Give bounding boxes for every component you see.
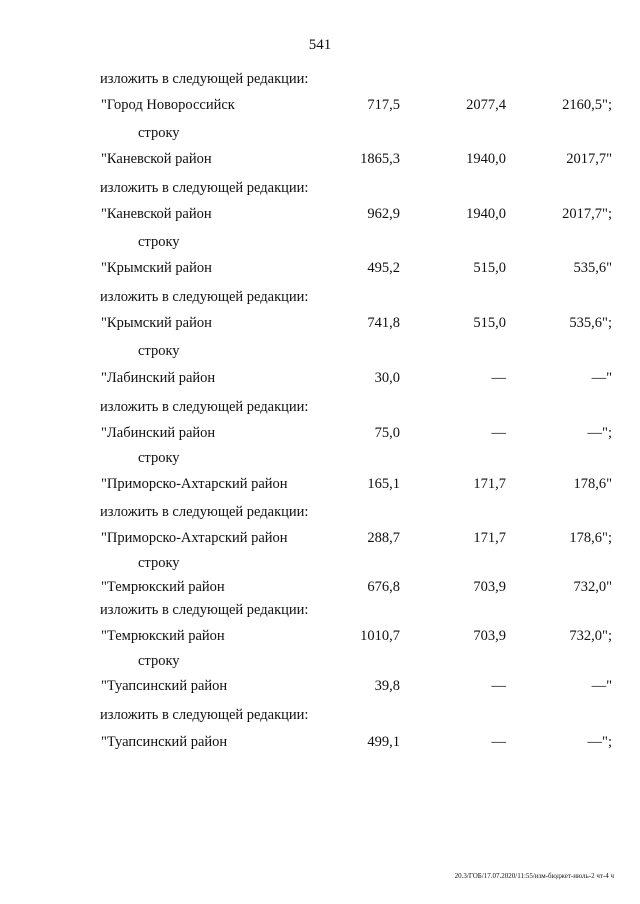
value-col-3: —" [591, 678, 612, 694]
value-col-3: 2017,7"; [562, 206, 612, 222]
value-col-2: 703,9 [473, 628, 506, 644]
table-row [0, 628, 640, 648]
value-col-2: — [491, 734, 506, 750]
stroku-text: строку [138, 234, 180, 250]
value-col-1: 962,9 [367, 206, 400, 222]
row-name: "Лабинский район [101, 370, 216, 386]
instruction-text: изложить в следующей редакции: [100, 602, 309, 618]
table-row [0, 425, 640, 445]
value-col-1: 30,0 [374, 370, 400, 386]
footer-stamp: 20.3/ГОБ/17.07.2020/11:55/изм-бюджет-июль-2 чт-4 ч [454, 872, 614, 880]
instruction-line [0, 399, 640, 419]
instruction-text: изложить в следующей редакции: [100, 180, 309, 196]
instruction-line [0, 71, 640, 91]
value-col-1: 1865,3 [360, 151, 400, 167]
row-name: "Приморско-Ахтарский район [101, 476, 288, 492]
stroku-text: строку [138, 555, 180, 571]
value-col-3: —"; [587, 734, 612, 750]
instruction-line [0, 180, 640, 200]
value-col-2: 171,7 [473, 476, 506, 492]
stroku-text: строку [138, 343, 180, 359]
value-col-1: 495,2 [367, 260, 400, 276]
stroku-text: строку [138, 125, 180, 141]
value-col-3: 178,6" [573, 476, 612, 492]
value-col-2: — [491, 425, 506, 441]
value-col-3: 178,6"; [569, 530, 612, 546]
value-col-2: — [491, 678, 506, 694]
value-col-1: 288,7 [367, 530, 400, 546]
value-col-1: 741,8 [367, 315, 400, 331]
value-col-2: — [491, 370, 506, 386]
instruction-line [0, 504, 640, 524]
row-name: "Каневской район [101, 151, 212, 167]
instruction-line [0, 602, 640, 622]
table-row [0, 734, 640, 754]
value-col-1: 1010,7 [360, 628, 400, 644]
value-col-3: 732,0" [573, 579, 612, 595]
table-row [0, 579, 640, 599]
instruction-line [0, 707, 640, 727]
table-row [0, 206, 640, 226]
stroku-line [0, 450, 640, 470]
row-name: "Город Новороссийск [101, 97, 235, 113]
instruction-line [0, 289, 640, 309]
value-col-3: 2160,5"; [562, 97, 612, 113]
stroku-line [0, 125, 640, 145]
value-col-1: 75,0 [374, 425, 400, 441]
stroku-text: строку [138, 450, 180, 466]
instruction-text: изложить в следующей редакции: [100, 399, 309, 415]
value-col-2: 515,0 [473, 315, 506, 331]
instruction-text: изложить в следующей редакции: [100, 71, 309, 87]
stroku-line [0, 555, 640, 575]
value-col-1: 39,8 [374, 678, 400, 694]
row-name: "Темрюкский район [101, 579, 225, 595]
stroku-line [0, 653, 640, 673]
stroku-line [0, 343, 640, 363]
value-col-3: 2017,7" [566, 151, 612, 167]
value-col-3: —" [591, 370, 612, 386]
row-name: "Темрюкский район [101, 628, 225, 644]
value-col-3: 535,6" [573, 260, 612, 276]
page-number: 541 [308, 37, 332, 53]
table-row [0, 260, 640, 280]
instruction-text: изложить в следующей редакции: [100, 289, 309, 305]
row-name: "Крымский район [101, 315, 212, 331]
value-col-3: —"; [587, 425, 612, 441]
instruction-text: изложить в следующей редакции: [100, 707, 309, 723]
value-col-2: 171,7 [473, 530, 506, 546]
value-col-2: 2077,4 [466, 97, 506, 113]
value-col-1: 717,5 [367, 97, 400, 113]
table-row [0, 315, 640, 335]
table-row [0, 370, 640, 390]
stroku-line [0, 234, 640, 254]
value-col-2: 703,9 [473, 579, 506, 595]
value-col-1: 676,8 [367, 579, 400, 595]
table-row [0, 151, 640, 171]
table-row [0, 476, 640, 496]
table-row [0, 678, 640, 698]
row-name: "Туапсинский район [101, 678, 228, 694]
value-col-1: 165,1 [367, 476, 400, 492]
instruction-text: изложить в следующей редакции: [100, 504, 309, 520]
value-col-2: 1940,0 [466, 206, 506, 222]
row-name: "Туапсинский район [101, 734, 228, 750]
stroku-text: строку [138, 653, 180, 669]
value-col-3: 535,6"; [569, 315, 612, 331]
value-col-3: 732,0"; [569, 628, 612, 644]
row-name: "Лабинский район [101, 425, 216, 441]
table-row [0, 97, 640, 117]
row-name: "Крымский район [101, 260, 212, 276]
row-name: "Приморско-Ахтарский район [101, 530, 288, 546]
value-col-2: 515,0 [473, 260, 506, 276]
table-row [0, 530, 640, 550]
row-name: "Каневской район [101, 206, 212, 222]
value-col-2: 1940,0 [466, 151, 506, 167]
value-col-1: 499,1 [367, 734, 400, 750]
